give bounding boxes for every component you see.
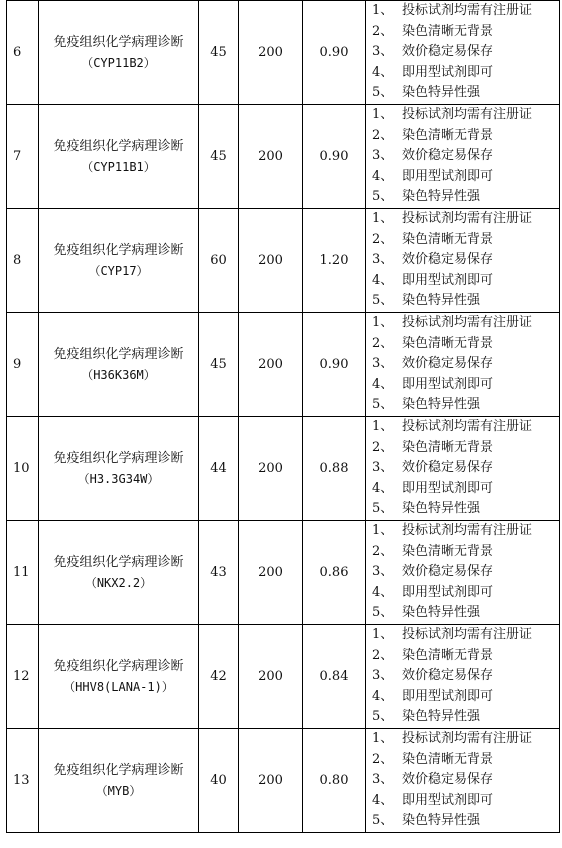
test-name-cell — [39, 209, 199, 313]
requirement-line: 2、 染色清晰无背景 — [372, 647, 494, 663]
test-marker: （NKX2.2） — [84, 575, 153, 590]
requirement-line: 2、 染色清晰无背景 — [372, 439, 494, 455]
requirement-line: 3、 效价稳定易保存 — [372, 460, 494, 476]
requirement-line: 4、 即用型试剂即可 — [372, 168, 494, 184]
unit-price: 0.86 — [303, 521, 366, 625]
row-number: 6 — [7, 1, 39, 105]
unit-price: 0.90 — [303, 105, 366, 209]
value: 200 — [239, 521, 303, 625]
quantity: 45 — [199, 1, 239, 105]
test-marker: （CYP11B2） — [81, 55, 156, 70]
quantity: 45 — [199, 313, 239, 417]
test-name: 免疫组织化学病理诊断 — [53, 554, 184, 570]
requirement-line: 5、 染色特异性强 — [372, 605, 481, 621]
requirement-line: 1、 投标试剂均需有注册证 — [372, 523, 533, 539]
requirement-line: 4、 即用型试剂即可 — [372, 64, 494, 80]
requirement-line: 2、 染色清晰无背景 — [372, 751, 494, 767]
row-number: 12 — [7, 625, 39, 729]
requirement-line: 4、 即用型试剂即可 — [372, 792, 494, 808]
table-row — [7, 417, 560, 521]
test-name: 免疫组织化学病理诊断 — [53, 242, 184, 258]
requirement-line: 1、 投标试剂均需有注册证 — [372, 419, 533, 435]
requirements-cell — [366, 1, 560, 105]
requirements-cell — [366, 105, 560, 209]
test-marker: （CYP11B1） — [81, 159, 156, 174]
table-row — [7, 1, 560, 105]
test-marker: （MYB） — [95, 783, 142, 798]
requirement-line: 5、 染色特异性强 — [372, 293, 481, 309]
requirement-line: 5、 染色特异性强 — [372, 501, 481, 517]
requirement-line: 4、 即用型试剂即可 — [372, 480, 494, 496]
requirement-line: 1、 投标试剂均需有注册证 — [372, 731, 533, 747]
test-name: 免疫组织化学病理诊断 — [53, 762, 184, 778]
requirement-line: 2、 染色清晰无背景 — [372, 231, 494, 247]
requirement-line: 2、 染色清晰无背景 — [372, 127, 494, 143]
requirement-line: 4、 即用型试剂即可 — [372, 272, 494, 288]
requirement-line: 2、 染色清晰无背景 — [372, 335, 494, 351]
requirements-cell — [366, 729, 560, 833]
value: 200 — [239, 209, 303, 313]
quantity: 43 — [199, 521, 239, 625]
unit-price: 0.84 — [303, 625, 366, 729]
table-row — [7, 521, 560, 625]
requirement-line: 1、 投标试剂均需有注册证 — [372, 211, 533, 227]
test-name: 免疫组织化学病理诊断 — [53, 450, 184, 466]
test-name: 免疫组织化学病理诊断 — [53, 138, 184, 154]
value: 200 — [239, 417, 303, 521]
requirement-line: 4、 即用型试剂即可 — [372, 376, 494, 392]
test-name-cell — [39, 105, 199, 209]
test-name-cell — [39, 313, 199, 417]
requirement-line: 4、 即用型试剂即可 — [372, 688, 494, 704]
row-number: 8 — [7, 209, 39, 313]
value: 200 — [239, 313, 303, 417]
requirement-line: 3、 效价稳定易保存 — [372, 148, 494, 164]
table-row — [7, 729, 560, 833]
test-marker: （HHV8(LANA-1)） — [63, 679, 174, 694]
requirement-line: 5、 染色特异性强 — [372, 189, 481, 205]
requirement-line: 5、 染色特异性强 — [372, 397, 481, 413]
requirement-line: 3、 效价稳定易保存 — [372, 356, 494, 372]
test-marker: （H36K36M） — [81, 367, 156, 382]
requirements-cell — [366, 521, 560, 625]
requirement-line: 2、 染色清晰无背景 — [372, 543, 494, 559]
unit-price: 1.20 — [303, 209, 366, 313]
quantity: 45 — [199, 105, 239, 209]
requirements-cell — [366, 417, 560, 521]
unit-price: 0.90 — [303, 313, 366, 417]
row-number: 13 — [7, 729, 39, 833]
requirement-line: 1、 投标试剂均需有注册证 — [372, 315, 533, 331]
table-row — [7, 105, 560, 209]
quantity: 40 — [199, 729, 239, 833]
requirement-line: 1、 投标试剂均需有注册证 — [372, 627, 533, 643]
value: 200 — [239, 625, 303, 729]
requirements-table — [6, 0, 560, 833]
row-number: 11 — [7, 521, 39, 625]
test-name-cell — [39, 521, 199, 625]
quantity: 42 — [199, 625, 239, 729]
requirement-line: 2、 染色清晰无背景 — [372, 23, 494, 39]
test-name: 免疫组织化学病理诊断 — [53, 658, 184, 674]
unit-price: 0.88 — [303, 417, 366, 521]
table-row — [7, 625, 560, 729]
requirements-cell — [366, 209, 560, 313]
requirement-line: 1、 投标试剂均需有注册证 — [372, 3, 533, 19]
value: 200 — [239, 729, 303, 833]
row-number: 7 — [7, 105, 39, 209]
requirement-line: 3、 效价稳定易保存 — [372, 772, 494, 788]
table-row — [7, 209, 560, 313]
test-marker: （CYP17） — [88, 263, 149, 278]
requirements-cell — [366, 625, 560, 729]
test-name: 免疫组织化学病理诊断 — [53, 34, 184, 50]
requirement-line: 3、 效价稳定易保存 — [372, 668, 494, 684]
test-name-cell — [39, 417, 199, 521]
test-name-cell — [39, 729, 199, 833]
test-marker: （H3.3G34W） — [77, 471, 160, 486]
value: 200 — [239, 1, 303, 105]
requirement-line: 3、 效价稳定易保存 — [372, 44, 494, 60]
requirement-line: 3、 效价稳定易保存 — [372, 252, 494, 268]
requirement-line: 4、 即用型试剂即可 — [372, 584, 494, 600]
test-name: 免疫组织化学病理诊断 — [53, 346, 184, 362]
table-row — [7, 313, 560, 417]
unit-price: 0.80 — [303, 729, 366, 833]
value: 200 — [239, 105, 303, 209]
quantity: 60 — [199, 209, 239, 313]
requirement-line: 5、 染色特异性强 — [372, 813, 481, 829]
test-name-cell — [39, 625, 199, 729]
requirement-line: 5、 染色特异性强 — [372, 85, 481, 101]
requirement-line: 1、 投标试剂均需有注册证 — [372, 107, 533, 123]
row-number: 9 — [7, 313, 39, 417]
requirement-line: 3、 效价稳定易保存 — [372, 564, 494, 580]
test-name-cell — [39, 1, 199, 105]
requirement-line: 5、 染色特异性强 — [372, 709, 481, 725]
quantity: 44 — [199, 417, 239, 521]
requirements-cell — [366, 313, 560, 417]
row-number: 10 — [7, 417, 39, 521]
unit-price: 0.90 — [303, 1, 366, 105]
